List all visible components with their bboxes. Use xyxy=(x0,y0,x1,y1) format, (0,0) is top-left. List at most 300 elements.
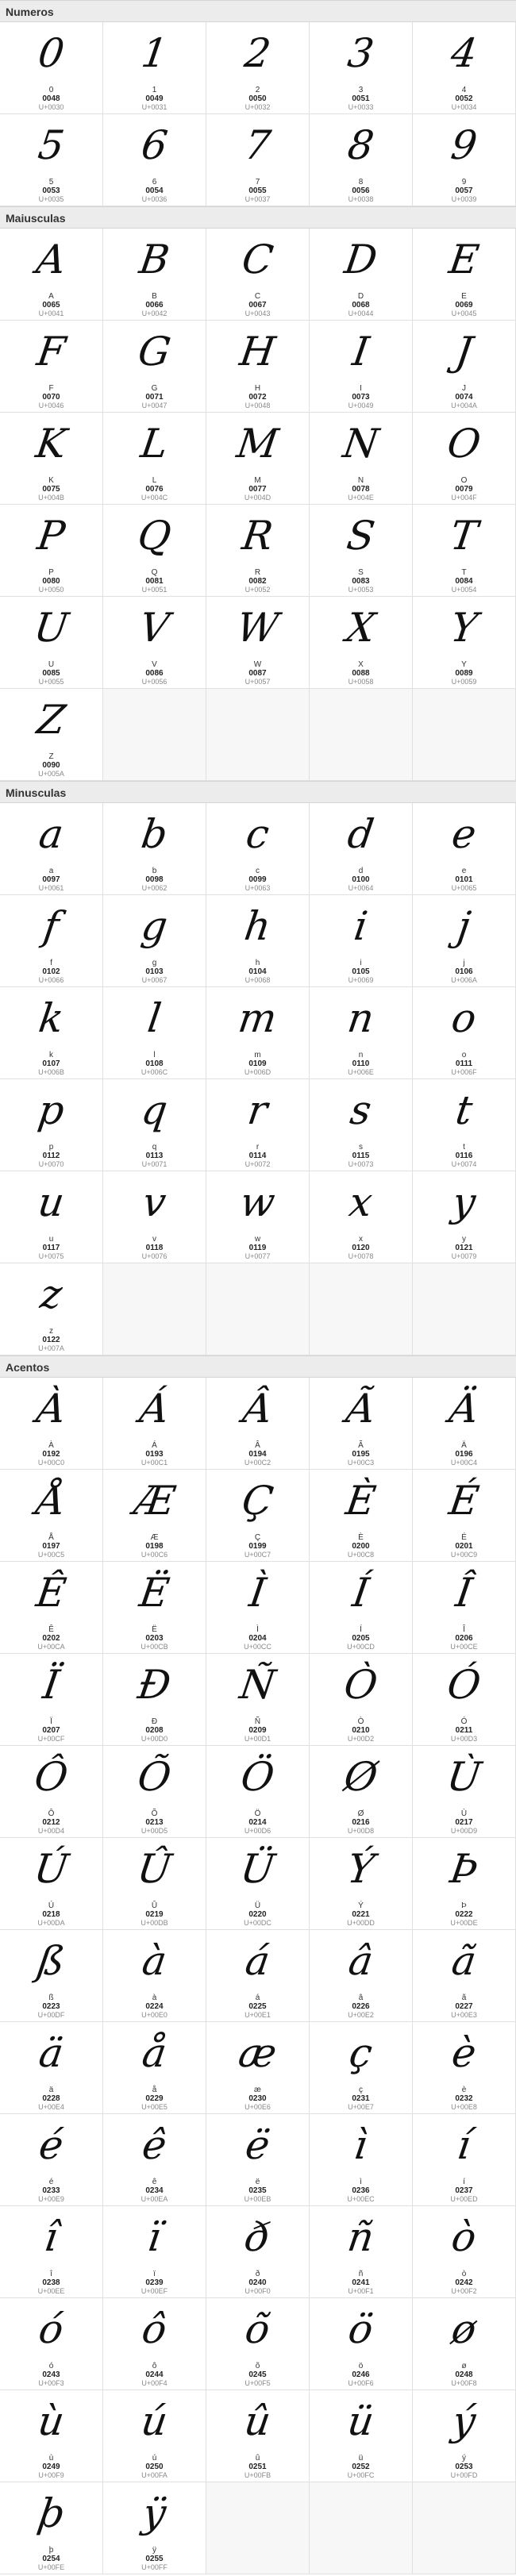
glyph-decimal-code: 0218 xyxy=(42,1910,60,1919)
glyph-unicode-code: U+00FC xyxy=(347,2471,375,2479)
glyph-character-label: x xyxy=(359,1235,363,1244)
glyph-character-label: À xyxy=(48,1441,54,1450)
glyph-cell xyxy=(206,803,310,895)
glyph-unicode-code: U+004B xyxy=(38,494,64,502)
glyph-preview: ì xyxy=(351,2122,371,2168)
glyph-decimal-code: 0227 xyxy=(455,2002,473,2011)
section-header: Acentos xyxy=(0,1355,516,1378)
glyph-unicode-code: U+006F xyxy=(451,1068,477,1076)
glyph-decimal-code: 0241 xyxy=(352,2278,370,2287)
glyph-character-label: Ì xyxy=(256,1625,259,1634)
glyph-unicode-code: U+00EB xyxy=(244,2195,271,2203)
glyph-character-label: 6 xyxy=(152,178,157,186)
glyph-preview: p xyxy=(35,1087,67,1133)
glyph-cell xyxy=(310,2022,413,2114)
glyph-character-label: ò xyxy=(461,2270,467,2278)
glyph-decimal-code: 0072 xyxy=(248,393,267,402)
glyph-decimal-code: 0220 xyxy=(248,1910,267,1919)
glyph-preview: G xyxy=(135,329,174,375)
glyph-unicode-code: U+00E1 xyxy=(245,2011,271,2019)
glyph-preview: K xyxy=(33,421,70,467)
glyph-unicode-code: U+0063 xyxy=(245,884,271,892)
glyph-preview: 2 xyxy=(241,30,274,76)
glyph-decimal-code: 0048 xyxy=(42,94,60,103)
glyph-cell xyxy=(413,505,516,597)
glyph-unicode-code: U+0047 xyxy=(141,402,168,409)
glyph-cell xyxy=(0,2114,103,2206)
glyph-preview: Û xyxy=(134,1846,175,1892)
glyph-unicode-code: U+00E3 xyxy=(451,2011,477,2019)
glyph-unicode-code: U+00D3 xyxy=(450,1735,478,1743)
glyph-cell xyxy=(103,413,206,505)
empty-cell xyxy=(310,1263,413,1355)
glyph-decimal-code: 0069 xyxy=(455,301,473,310)
glyph-unicode-code: U+0058 xyxy=(348,678,374,686)
glyph-cell xyxy=(103,22,206,114)
glyph-character-label: D xyxy=(357,292,364,301)
glyph-character-label: ñ xyxy=(358,2270,364,2278)
glyph-cell xyxy=(0,597,103,689)
glyph-character-label: È xyxy=(358,1533,364,1542)
glyph-decimal-code: 0088 xyxy=(352,669,370,678)
glyph-unicode-code: U+00D5 xyxy=(141,1827,168,1835)
glyph-decimal-code: 0245 xyxy=(248,2370,267,2379)
glyph-unicode-code: U+0059 xyxy=(451,678,477,686)
glyph-unicode-code: U+0043 xyxy=(245,310,271,317)
glyph-decimal-code: 0249 xyxy=(42,2463,60,2471)
glyph-cell xyxy=(310,2114,413,2206)
glyph-cell xyxy=(413,1470,516,1562)
glyph-cell xyxy=(206,22,310,114)
glyph-decimal-code: 0201 xyxy=(455,1542,473,1551)
glyph-character-label: T xyxy=(461,568,467,577)
glyph-decimal-code: 0105 xyxy=(352,967,370,976)
glyph-unicode-code: U+006E xyxy=(348,1068,374,1076)
glyph-cell xyxy=(413,114,516,206)
glyph-cell xyxy=(0,1470,103,1562)
glyph-preview: N xyxy=(340,421,382,467)
glyph-preview: ó xyxy=(36,2306,67,2352)
glyph-character-label: Ô xyxy=(48,1809,55,1818)
glyph-decimal-code: 0103 xyxy=(145,967,164,976)
glyph-character-label: j xyxy=(463,959,465,967)
glyph-cell xyxy=(310,2390,413,2482)
glyph-unicode-code: U+007A xyxy=(38,1344,64,1352)
glyph-preview: Ü xyxy=(237,1846,278,1892)
empty-cell xyxy=(103,689,206,781)
glyph-decimal-code: 0098 xyxy=(145,875,164,884)
glyph-decimal-code: 0240 xyxy=(248,2278,267,2287)
glyph-unicode-code: U+00C4 xyxy=(450,1459,478,1467)
glyph-character-label: Â xyxy=(255,1441,260,1450)
glyph-character-label: Ý xyxy=(358,1901,364,1910)
glyph-preview: c xyxy=(243,811,272,857)
empty-cell xyxy=(310,689,413,781)
glyph-preview: s xyxy=(347,1087,375,1133)
glyph-character-label: 2 xyxy=(255,86,260,94)
glyph-character-label: 3 xyxy=(358,86,364,94)
glyph-unicode-code: U+00F0 xyxy=(245,2287,271,2295)
glyph-unicode-code: U+00E4 xyxy=(38,2103,64,2111)
glyph-unicode-code: U+00DE xyxy=(450,1919,478,1927)
glyph-unicode-code: U+0075 xyxy=(38,1252,64,1260)
glyph-preview: Ì xyxy=(246,1570,269,1616)
glyph-unicode-code: U+0053 xyxy=(348,586,374,594)
glyph-cell xyxy=(103,803,206,895)
glyph-decimal-code: 0251 xyxy=(248,2463,267,2471)
glyph-character-label: Ø xyxy=(357,1809,364,1818)
glyph-character-label: Î xyxy=(463,1625,465,1634)
glyph-character-label: Æ xyxy=(150,1533,159,1542)
glyph-preview: þ xyxy=(35,2490,67,2536)
glyph-unicode-code: U+006A xyxy=(451,976,477,984)
glyph-unicode-code: U+0055 xyxy=(38,678,64,686)
glyph-cell xyxy=(103,1171,206,1263)
glyph-decimal-code: 0233 xyxy=(42,2186,60,2195)
glyph-character-label: q xyxy=(152,1143,157,1152)
glyph-character-label: â xyxy=(358,1994,364,2002)
glyph-cell xyxy=(206,1171,310,1263)
glyph-cell xyxy=(103,505,206,597)
glyph-decimal-code: 0252 xyxy=(352,2463,370,2471)
glyph-cell xyxy=(206,2298,310,2390)
glyph-unicode-code: U+00E9 xyxy=(38,2195,64,2203)
glyph-cell xyxy=(103,321,206,413)
glyph-unicode-code: U+00E6 xyxy=(245,2103,271,2111)
glyph-unicode-code: U+00C9 xyxy=(450,1551,478,1559)
glyph-decimal-code: 0117 xyxy=(42,1244,60,1252)
glyph-preview: à xyxy=(139,1938,170,1984)
glyph-character-label: 9 xyxy=(461,178,467,186)
glyph-character-label: b xyxy=(152,867,157,875)
empty-cell xyxy=(103,1263,206,1355)
glyph-unicode-code: U+00C5 xyxy=(37,1551,65,1559)
glyph-cell xyxy=(0,2206,103,2298)
glyph-cell xyxy=(413,1930,516,2022)
glyph-preview: 8 xyxy=(345,122,377,168)
glyph-cell xyxy=(413,413,516,505)
glyph-character-label: ô xyxy=(152,2362,157,2370)
glyph-unicode-code: U+0061 xyxy=(38,884,64,892)
glyph-preview: z xyxy=(37,1271,65,1317)
glyph-unicode-code: U+0070 xyxy=(38,1160,64,1168)
glyph-character-label: Þ xyxy=(461,1901,467,1910)
glyph-preview: ã xyxy=(449,1938,479,1984)
glyph-cell xyxy=(0,1263,103,1355)
glyph-cell xyxy=(310,2298,413,2390)
glyph-preview: ß xyxy=(34,1938,68,1984)
glyph-preview: Y xyxy=(447,605,481,651)
glyph-decimal-code: 0250 xyxy=(145,2463,164,2471)
glyph-grid xyxy=(0,803,516,1355)
glyph-cell xyxy=(0,895,103,987)
glyph-unicode-code: U+00CD xyxy=(347,1643,375,1651)
glyph-character-label: û xyxy=(255,2454,260,2463)
glyph-preview: ÿ xyxy=(140,2490,169,2536)
glyph-cell xyxy=(0,1378,103,1470)
glyph-preview: Ö xyxy=(237,1754,278,1800)
glyph-unicode-code: U+0079 xyxy=(451,1252,477,1260)
glyph-unicode-code: U+0073 xyxy=(348,1160,374,1168)
glyph-cell xyxy=(413,2022,516,2114)
glyph-character-label: ê xyxy=(152,2178,157,2186)
glyph-decimal-code: 0192 xyxy=(42,1450,60,1459)
glyph-character-label: C xyxy=(254,292,261,301)
glyph-unicode-code: U+0045 xyxy=(451,310,477,317)
glyph-decimal-code: 0050 xyxy=(248,94,267,103)
glyph-unicode-code: U+00F8 xyxy=(451,2379,477,2387)
glyph-character-label: Ð xyxy=(151,1717,158,1726)
glyph-decimal-code: 0085 xyxy=(42,669,60,678)
glyph-unicode-code: U+0069 xyxy=(348,976,374,984)
glyph-cell xyxy=(103,2482,206,2574)
glyph-cell xyxy=(206,895,310,987)
glyph-cell xyxy=(310,2206,413,2298)
glyph-unicode-code: U+005A xyxy=(38,770,64,778)
glyph-cell xyxy=(413,987,516,1079)
glyph-character-label: e xyxy=(461,867,467,875)
glyph-unicode-code: U+004E xyxy=(348,494,374,502)
glyph-decimal-code: 0243 xyxy=(42,2370,60,2379)
glyph-decimal-code: 0104 xyxy=(248,967,267,976)
glyph-character-label: Ü xyxy=(254,1901,261,1910)
glyph-unicode-code: U+00C1 xyxy=(141,1459,168,1467)
glyph-character-label: M xyxy=(254,476,261,485)
section-header: Numeros xyxy=(0,0,516,22)
glyph-character-label: Ë xyxy=(152,1625,157,1634)
glyph-decimal-code: 0118 xyxy=(145,1244,164,1252)
glyph-preview: M xyxy=(233,421,282,467)
glyph-preview: 0 xyxy=(35,30,67,76)
glyph-decimal-code: 0229 xyxy=(145,2094,164,2103)
glyph-unicode-code: U+00D9 xyxy=(450,1827,478,1835)
glyph-unicode-code: U+0057 xyxy=(245,678,271,686)
glyph-cell xyxy=(310,114,413,206)
glyph-cell xyxy=(103,1470,206,1562)
glyph-decimal-code: 0246 xyxy=(352,2370,370,2379)
glyph-character-label: W xyxy=(253,660,262,669)
glyph-character-label: Í xyxy=(360,1625,362,1634)
glyph-unicode-code: U+0066 xyxy=(38,976,64,984)
glyph-unicode-code: U+00C6 xyxy=(141,1551,168,1559)
glyph-preview: Å xyxy=(33,1478,69,1524)
glyph-cell xyxy=(103,229,206,321)
glyph-character-label: n xyxy=(358,1051,364,1059)
glyph-unicode-code: U+00F1 xyxy=(348,2287,374,2295)
glyph-unicode-code: U+0071 xyxy=(141,1160,168,1168)
glyph-character-label: i xyxy=(360,959,362,967)
glyph-character-label: s xyxy=(359,1143,363,1152)
glyph-character-label: R xyxy=(254,568,261,577)
glyph-character-label: O xyxy=(460,476,468,485)
glyph-character-label: J xyxy=(462,384,466,393)
glyph-preview: Í xyxy=(349,1570,372,1616)
glyph-decimal-code: 0086 xyxy=(145,669,164,678)
glyph-character-label: 5 xyxy=(48,178,54,186)
glyph-character-label: ä xyxy=(48,2086,54,2094)
glyph-character-label: Å xyxy=(48,1533,54,1542)
glyph-character-label: ì xyxy=(360,2178,362,2186)
glyph-cell xyxy=(206,987,310,1079)
glyph-character-label: Ã xyxy=(358,1441,364,1450)
glyph-cell xyxy=(103,1378,206,1470)
glyph-unicode-code: U+00CB xyxy=(141,1643,168,1651)
glyph-character-label: I xyxy=(360,384,362,393)
glyph-preview: Ò xyxy=(341,1662,381,1708)
glyph-preview: é xyxy=(36,2122,67,2168)
glyph-preview: á xyxy=(242,1938,273,1984)
glyph-cell xyxy=(103,2390,206,2482)
glyph-character-label: Ç xyxy=(254,1533,261,1542)
glyph-cell xyxy=(206,2206,310,2298)
glyph-unicode-code: U+00D4 xyxy=(37,1827,65,1835)
glyph-character-label: r xyxy=(256,1143,260,1152)
glyph-preview: â xyxy=(345,1938,376,1984)
glyph-cell xyxy=(310,321,413,413)
glyph-character-label: h xyxy=(255,959,260,967)
glyph-decimal-code: 0197 xyxy=(42,1542,60,1551)
empty-cell xyxy=(206,689,310,781)
glyph-decimal-code: 0194 xyxy=(248,1450,267,1459)
glyph-unicode-code: U+00D6 xyxy=(244,1827,271,1835)
glyph-preview: O xyxy=(444,421,484,467)
glyph-character-label: ø xyxy=(461,2362,467,2370)
glyph-unicode-code: U+006D xyxy=(244,1068,271,1076)
glyph-cell xyxy=(206,1470,310,1562)
glyph-unicode-code: U+00CA xyxy=(37,1643,65,1651)
glyph-unicode-code: U+00E5 xyxy=(141,2103,168,2111)
glyph-cell xyxy=(103,895,206,987)
glyph-decimal-code: 0254 xyxy=(42,2555,60,2563)
glyph-decimal-code: 0217 xyxy=(455,1818,473,1827)
glyph-character-label: ÿ xyxy=(152,2546,156,2555)
glyph-character-label: V xyxy=(152,660,157,669)
glyph-preview: F xyxy=(34,329,68,375)
glyph-cell xyxy=(103,1654,206,1746)
glyph-unicode-code: U+00E8 xyxy=(451,2103,477,2111)
glyph-cell xyxy=(0,1562,103,1654)
glyph-cell xyxy=(206,597,310,689)
glyph-preview: o xyxy=(449,995,479,1041)
glyph-preview: 6 xyxy=(138,122,171,168)
glyph-decimal-code: 0203 xyxy=(145,1634,164,1643)
glyph-preview: X xyxy=(343,605,379,651)
glyph-preview: x xyxy=(346,1179,375,1225)
glyph-preview: L xyxy=(137,421,171,467)
glyph-cell xyxy=(206,2390,310,2482)
glyph-character-label: o xyxy=(461,1051,467,1059)
glyph-cell xyxy=(413,229,516,321)
glyph-unicode-code: U+0074 xyxy=(451,1160,477,1168)
glyph-unicode-code: U+00EE xyxy=(37,2287,65,2295)
glyph-unicode-code: U+0038 xyxy=(348,195,374,203)
glyph-decimal-code: 0074 xyxy=(455,393,473,402)
glyph-decimal-code: 0100 xyxy=(352,875,370,884)
glyph-preview: P xyxy=(34,513,68,559)
glyph-decimal-code: 0231 xyxy=(352,2094,370,2103)
glyph-preview: Þ xyxy=(447,1846,481,1892)
glyph-unicode-code: U+00C0 xyxy=(37,1459,65,1467)
glyph-decimal-code: 0102 xyxy=(42,967,60,976)
glyph-preview: Á xyxy=(137,1386,172,1432)
glyph-cell xyxy=(103,2298,206,2390)
glyph-unicode-code: U+0035 xyxy=(38,195,64,203)
glyph-unicode-code: U+00F6 xyxy=(348,2379,374,2387)
glyph-character-label: 7 xyxy=(255,178,260,186)
glyph-character-label: 4 xyxy=(461,86,467,94)
glyph-character-label: z xyxy=(49,1327,53,1336)
glyph-cell xyxy=(206,114,310,206)
glyph-unicode-code: U+00EF xyxy=(141,2287,168,2295)
glyph-character-label: B xyxy=(152,292,157,301)
glyph-unicode-code: U+0062 xyxy=(141,884,168,892)
glyph-preview: u xyxy=(35,1179,67,1225)
glyph-decimal-code: 0090 xyxy=(42,761,60,770)
glyph-preview: W xyxy=(233,605,282,651)
glyph-decimal-code: 0120 xyxy=(352,1244,370,1252)
glyph-cell xyxy=(310,803,413,895)
glyph-cell xyxy=(310,1930,413,2022)
glyph-preview: É xyxy=(446,1478,482,1524)
glyph-decimal-code: 0221 xyxy=(352,1910,370,1919)
glyph-unicode-code: U+0044 xyxy=(348,310,374,317)
glyph-decimal-code: 0065 xyxy=(42,301,60,310)
glyph-preview: ö xyxy=(345,2306,376,2352)
glyph-cell xyxy=(206,1654,310,1746)
glyph-cell xyxy=(0,2482,103,2574)
glyph-character-label: Û xyxy=(151,1901,158,1910)
glyph-decimal-code: 0200 xyxy=(352,1542,370,1551)
glyph-preview: h xyxy=(241,903,274,949)
glyph-cell xyxy=(413,1838,516,1930)
glyph-cell xyxy=(413,2206,516,2298)
glyph-decimal-code: 0222 xyxy=(455,1910,473,1919)
glyph-cell xyxy=(413,1378,516,1470)
glyph-cell xyxy=(103,1746,206,1838)
glyph-cell xyxy=(0,1746,103,1838)
glyph-unicode-code: U+00F2 xyxy=(451,2287,477,2295)
glyph-character-label: 0 xyxy=(48,86,54,94)
glyph-unicode-code: U+0076 xyxy=(141,1252,168,1260)
glyph-unicode-code: U+0037 xyxy=(245,195,271,203)
glyph-preview: å xyxy=(139,2030,170,2076)
glyph-unicode-code: U+0048 xyxy=(245,402,271,409)
glyph-preview: B xyxy=(137,236,172,283)
glyph-decimal-code: 0106 xyxy=(455,967,473,976)
glyph-preview: d xyxy=(345,811,377,857)
glyph-cell xyxy=(413,895,516,987)
glyph-preview: ý xyxy=(449,2398,479,2444)
glyph-unicode-code: U+004C xyxy=(141,494,168,502)
glyph-decimal-code: 0087 xyxy=(248,669,267,678)
glyph-character-label: v xyxy=(152,1235,156,1244)
glyph-unicode-code: U+00FA xyxy=(141,2471,168,2479)
glyph-character-label: Á xyxy=(152,1441,157,1450)
glyph-decimal-code: 0230 xyxy=(248,2094,267,2103)
glyph-preview: l xyxy=(144,995,164,1041)
glyph-unicode-code: U+00D0 xyxy=(141,1735,168,1743)
glyph-character-label: S xyxy=(358,568,364,577)
glyph-preview: È xyxy=(343,1478,379,1524)
glyph-cell xyxy=(103,1930,206,2022)
glyph-decimal-code: 0232 xyxy=(455,2094,473,2103)
glyph-decimal-code: 0080 xyxy=(42,577,60,586)
glyph-character-label: L xyxy=(152,476,157,485)
glyph-decimal-code: 0205 xyxy=(352,1634,370,1643)
glyph-cell xyxy=(413,1079,516,1171)
glyph-decimal-code: 0082 xyxy=(248,577,267,586)
glyph-cell xyxy=(206,1079,310,1171)
